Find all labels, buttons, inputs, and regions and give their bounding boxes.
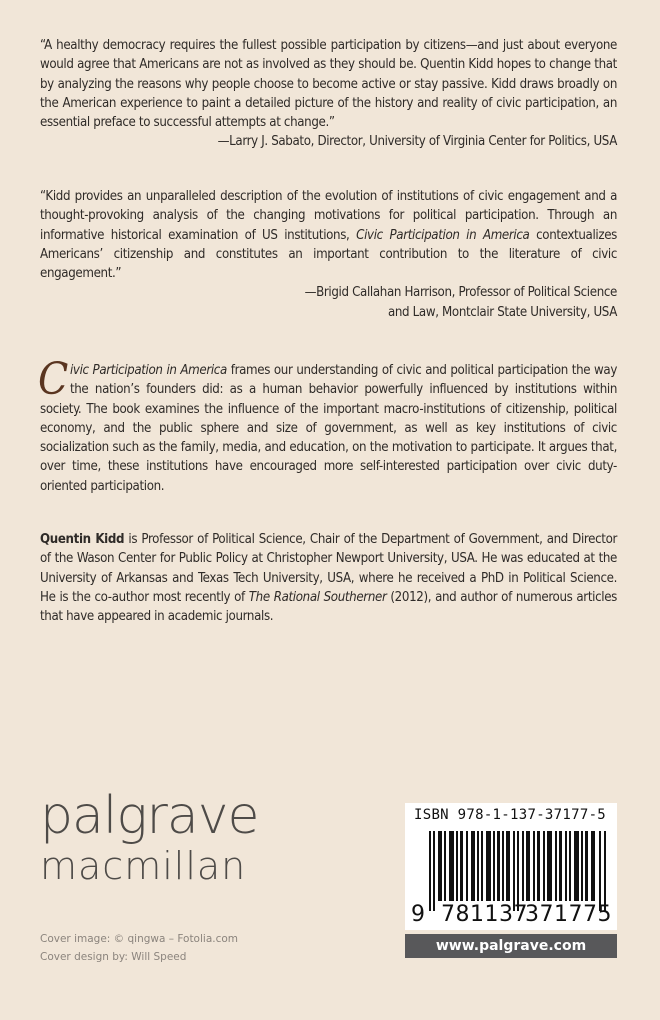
- barcode-digit-lead: 9: [411, 902, 425, 927]
- publisher-website: www.palgrave.com: [405, 934, 617, 958]
- logo-palgrave: palgrave: [40, 786, 259, 846]
- blurb-quote: “A healthy democracy requires the fullest possible participation by citizens—and just about everyone would agree that Americans are not as involved as they should be. Quentin Kidd hopes to change that by analyzing the reasons why people choose to become active or stay passive. Kidd draws broadly on the American experience to paint a detailed picture of the history and reality of civic participation, an essential preface to successful attempts at change.”: [40, 38, 617, 131]
- blurb-attribution: —Larry J. Sabato, Director, University of Virginia Center for Politics, USA: [217, 134, 617, 150]
- author-name: Quentin Kidd: [40, 532, 125, 547]
- blurb-quote-title: Civic Participation in America: [356, 227, 530, 243]
- barcode-digits-left: 781137: [441, 902, 528, 927]
- blurb-attribution-line1: —Brigid Callahan Harrison, Professor of Political Science: [304, 285, 617, 301]
- barcode-icon: [429, 831, 607, 911]
- cover-credits: [40, 930, 238, 966]
- dropcap-letter: C: [38, 354, 68, 405]
- blurb-quote-part2: contextualizes Americans’ citizenship and constitutes an important contribution to the literature of civic engagement.”: [40, 227, 617, 282]
- author-bio-part2: (2012), and author of numerous articles that have appeared in academic journals.: [40, 589, 617, 625]
- cover-image-credit: Cover image: © qingwa – Fotolia.com: [40, 933, 239, 945]
- blurb-harrison: [40, 187, 617, 322]
- barcode-digits-right: 371775: [525, 902, 612, 927]
- logo-macmillan: macmillan: [40, 844, 247, 888]
- isbn-barcode: [405, 803, 617, 930]
- author-book-title: The Rational Southerner: [248, 589, 387, 605]
- blurb-quote-part1: “Kidd provides an unparalleled description of the evolution of institutions of civic engagement and a thought-provoking analysis of the changing motivations for political participation. Through an informative historical examination of US institutions,: [40, 189, 617, 243]
- book-description: [38, 354, 617, 496]
- author-bio: [40, 530, 617, 626]
- description-title: ivic Participation in America: [69, 363, 227, 378]
- author-bio-part1: is Professor of Political Science, Chair of the Department of Government, and Director of the Wason Center for Public Policy at Christopher Newport University, USA. He was educated at the University of Arkansas and Texas Tech University, USA, where he received a PhD in Political Science. He is the co-author most recently of: [40, 532, 618, 605]
- cover-design-credit: Cover design by: Will Speed: [40, 951, 187, 963]
- blurb-sabato: [40, 36, 617, 152]
- description-text: frames our understanding of civic and political participation the way the nation’s founders did: as a human behavior powerfully influenced by institutions within society. The book examines the influence of the important macro-institutions of citizenship, political economy, and the public sphere and size of government, as well as key institutions of civic socialization such as the family, media, and education, on the motivation to participate. It argues that, over time, these institutions have encouraged more self-interested participation over civic duty-oriented participation.: [40, 363, 617, 494]
- publisher-logo: [40, 786, 259, 888]
- blurb-attribution-line2: and Law, Montclair State University, USA: [387, 304, 617, 320]
- isbn-label: ISBN 978-1-137-37177-5: [414, 807, 607, 823]
